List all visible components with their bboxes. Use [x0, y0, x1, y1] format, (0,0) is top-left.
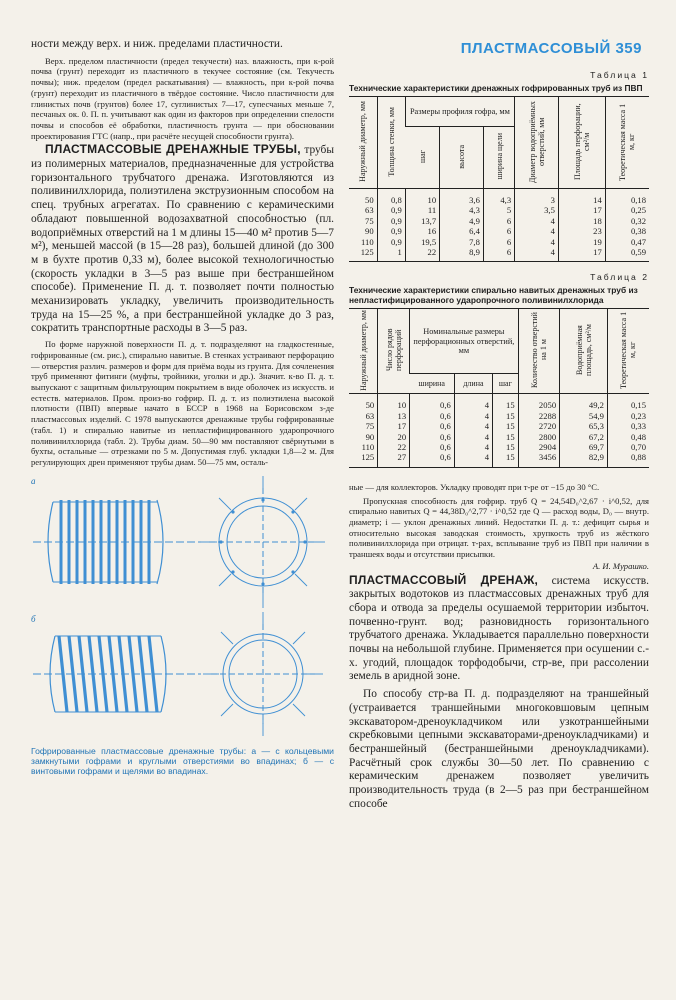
- table-cell: 11: [405, 205, 439, 215]
- table-cell: 0,88: [607, 452, 649, 467]
- table-cell: 0,6: [410, 394, 455, 411]
- article-heading-drainage-pipes: ПЛАСТМАССОВЫЕ ДРЕНАЖНЫЕ ТРУБЫ,: [45, 142, 301, 157]
- table-cell: 6: [483, 216, 514, 226]
- table2-title: Технические характеристики спирально навитых дренажных труб из непластифицированного ударопрочного поливинилхлорида: [349, 285, 638, 306]
- table-cell: 0,9: [377, 226, 405, 236]
- table-cell: 2050: [518, 394, 559, 411]
- table-cell: 14: [558, 189, 605, 206]
- table-cell: 15: [493, 442, 519, 452]
- table-cell: 13: [378, 411, 410, 421]
- table-cell: 90: [365, 431, 375, 442]
- table2-caption: Таблица 2: [590, 272, 649, 283]
- t2-header-width: ширина: [410, 374, 455, 394]
- table-cell: 16: [405, 226, 439, 236]
- table-cell: 0,32: [605, 216, 649, 226]
- table-row: [349, 247, 649, 262]
- table-cell: 0,59: [605, 247, 649, 262]
- t2-header-diam: Наружный диаметр, мм: [358, 310, 368, 391]
- table-cell: 0,6: [410, 411, 455, 421]
- table-cell: 3456: [518, 452, 559, 467]
- table-row: [349, 205, 649, 215]
- table-row: [349, 421, 649, 431]
- table-cell: 5: [483, 205, 514, 215]
- figure-caption: Гофрированные пластмассовые дренажные трубы: а — с кольцевыми замкнутыми гофрами и круглыми отверстиями во впадинах; б — с винтовыми гофрами и щелями во впадинах.: [31, 745, 334, 777]
- left-paragraph-2: Верх. пределом пластичности (предел текучести) наз. влажность, при к-рой почва (грунт) переходит из пластичного в текучее состояние (см. Текучесть почвы); ниж. пределом (предел раскатывания) — влажность, при к-рой почва (грунт) переходит из пластичного в твёрдое состояние. Число пластичности для глинистых почв (грунтов) более 17, суглинистых 7—17, супесчаных меньше 7, песчаных ок. 0. П. п. учитывают как один из факторов при определении спелости почвы и способов её обработки, пластичность грунта — при обосновании проектирования ГТС (напр., при расчёте несущей способности грунта).: [31, 55, 334, 141]
- t2-header-area: Водоприёмная площадь, см²/м: [574, 324, 593, 377]
- table-cell: 4,9: [440, 216, 484, 226]
- right-column: [349, 70, 649, 811]
- table-cell: 0,47: [605, 237, 649, 247]
- table-cell: 4: [454, 442, 492, 452]
- table-cell: 2288: [518, 411, 559, 421]
- table-cell: 0,8: [377, 189, 405, 206]
- table-cell: 4: [515, 237, 559, 247]
- t1-header-height: высота: [457, 144, 466, 169]
- table-cell: 4: [454, 421, 492, 431]
- table-cell: 1: [377, 247, 405, 262]
- table-row: [349, 394, 649, 411]
- t1-header-group: Размеры профиля гофра, мм: [405, 97, 514, 127]
- table-cell: 17: [558, 205, 605, 215]
- right-paragraph-3: система искусств. закрытых водотоков из пластмассовых дренажных труб для сбора и отвода за пределы осушаемой территории избыточ. почвенно-грунт. вод; разновидность горизонтального трубчатого дренажа. Укладывается параллельно поверхности почвы на небольшой глубине. Применяется при осушении с.-х. угодий, площадок торфодобычи, стр-ве, при рассолении земель в аридной зоне.: [349, 574, 650, 683]
- table-row: [349, 189, 649, 206]
- table-cell: 82,9: [560, 452, 608, 467]
- table-cell: 6,4: [440, 226, 484, 236]
- left-paragraph-3: трубы из полимерных материалов, предназначенные для устройства горизонтального трубчатого дренажа. Изготовляются из поливинилхлорида, полиэтилена экструзионным способом на спец. трубных агрегатах. По сравнению с керамическими обладают повышенной водозахватной способностью (пл. водоприёмных отверстий на 1 м длины 15—40 м² против 5—7 м²), меньшей массой (в 15—28 раз), большей длиной (до 300 м в бухте против 0,33 м), более высокой технологичностью (скорость укладки в 3—5 раз выше при бестраншейном способе). Применение П. д. т. позволяет почти полностью механизировать укладку, увеличить производительность труда на 15—25 %, а при бестраншейной укладке до 3 раз, сократить транспортные расходы в 3—5 раз.: [31, 144, 334, 335]
- t2-header-step: шаг: [493, 374, 519, 394]
- table-cell: 4: [515, 216, 559, 226]
- author-signature: А. И. Мурашко.: [592, 560, 649, 571]
- table-cell: 50: [365, 400, 375, 411]
- table1-caption: Таблица 1: [590, 70, 649, 80]
- table-cell: 65,3: [560, 421, 608, 431]
- t1-header-step: шаг: [417, 150, 427, 163]
- table-cell: 6: [483, 237, 514, 247]
- table-cell: 125: [360, 247, 374, 258]
- table-cell: 4: [515, 226, 559, 236]
- t1-header-hole: Диаметр водоприёмных отверстий, мм: [527, 100, 546, 183]
- table-cell: 13,7: [405, 216, 439, 226]
- t2-header-length: длина: [454, 374, 492, 394]
- right-paragraph-4: По способу стр-ва П. д. подразделяют на траншейный (устраивается траншейными многоковшовым цепным экскаватором-дреноукладчиком или узкотраншейными скребковыми цепными экскаваторами-дреноукладчиками) и бестраншейный (бестраншейными дреноукладчиками). Расчётный срок службы 30—50 лет. По сравнению с керамическим дренажем позволяет увеличить производительность труда (в 2—5 раз при бестраншейном способе: [349, 688, 649, 810]
- left-column: [31, 38, 334, 776]
- right-paragraph-2: Пропускная способность для гофрир. труб Q = 24,54D₀^2,67 · i^0,52, для спирально навитых Q = 44,38D₀^2,77 · i^0,52 где Q — расход воды, D₀ — внутр. диаметр; i — уклон дренажных линий. Недостатки П. д. т.: дефицит сырья и относительно высокая заводская стоимость, хрупкость труб из жёсткого поливинилхлорида при отрицат. т-рах, всплывание труб из ПВП при наличии в траншеях воды и отсутствии присыпки.: [349, 495, 649, 560]
- pipe-illustration: [31, 474, 334, 744]
- t2-header-holes: Количество отверстий на 1 м: [529, 312, 548, 389]
- table-cell: 0,15: [607, 394, 649, 411]
- table-row: [349, 237, 649, 247]
- table-cell: 90: [365, 226, 374, 237]
- pipe-figure: [31, 474, 334, 744]
- table-row: [349, 216, 649, 226]
- table-cell: 2720: [518, 421, 559, 431]
- left-paragraph-4: По форме наружной поверхности П. д. т. подразделяют на гладкостенные, гофрированные (см. рис.), спирально навитые. В стенках устраивают перфорацию — отверстия различ. размеров и форм для приёма воды из грунта. Для сочленения труб применяют фитинги (муфты, тройники, уголки и др.). Значит. к-во П. д. т. выпускают с защитным фильтрующим покрытием в виде оболочек из искусств. и естеств. материалов. Пром. произ-во гофрир. П. д. т. из полиэтилена высокой плотности (ПВП) впервые начато в БССР в 1968 на Борисовском з-де пластмассовых изделий. С 1978 выпускаются дренажные трубы гофрированные (табл. 1) и спирально навитые из непластифицированного ударопрочного поливинилхлорида (табл. 2). Трубы диам. 50—90 мм поставляют свёрнутыми в бухты, остальные — отрезками по 5 м. Допустимая глуб. укладки 1,8—2 м. Для регулирующих дрен применяют трубы диам. 50—75 мм, осталь-: [31, 339, 334, 467]
- table-cell: 69,7: [560, 442, 608, 452]
- t2-header-group: Номинальные размеры перфорационных отверстий, мм: [410, 309, 519, 374]
- page-header: ПЛАСТМАССОВЫЙ 359: [460, 40, 642, 57]
- table-cell: 110: [361, 236, 374, 247]
- right-paragraph-1: ные — для коллекторов. Укладку проводят при т-ре от −15 до 30 °С.: [349, 481, 600, 492]
- table-cell: 0,6: [410, 432, 455, 442]
- table-row: [349, 442, 649, 452]
- table-cell: 18: [558, 216, 605, 226]
- table-cell: 75: [365, 421, 375, 432]
- article-heading-drainage: ПЛАСТМАССОВЫЙ ДРЕНАЖ,: [349, 572, 539, 587]
- table-cell: 3,6: [440, 189, 484, 206]
- table-cell: 2904: [518, 442, 559, 452]
- table-cell: 4: [454, 432, 492, 442]
- table-cell: 4: [515, 247, 559, 262]
- table-cell: 15: [493, 432, 519, 442]
- t1-header-diam: Наружный диаметр, мм: [358, 101, 368, 182]
- table2: [349, 308, 649, 467]
- table-cell: 0,23: [607, 411, 649, 421]
- table-cell: 63: [365, 410, 375, 421]
- table1: [349, 96, 649, 262]
- table-cell: 15: [493, 394, 519, 411]
- table-cell: 0,9: [377, 216, 405, 226]
- table-cell: 0,70: [607, 442, 649, 452]
- t2-header-mass: Теоретическая масса 1 м, кг: [619, 311, 638, 389]
- table-row: [349, 226, 649, 236]
- table-cell: 15: [493, 421, 519, 431]
- table-row: [349, 411, 649, 421]
- t1-header-slot: ширина щели: [494, 133, 504, 180]
- table-cell: 0,6: [410, 452, 455, 467]
- table-cell: 4,3: [440, 205, 484, 215]
- figure-label-b: б: [31, 613, 36, 624]
- table-cell: 4: [454, 394, 492, 411]
- t1-header-area: Площадь перфорации, см²/м: [572, 103, 591, 180]
- table1-title: Технические характеристики дренажных гофрированных труб из ПВП: [349, 83, 643, 93]
- left-paragraph-1: ности между верх. и ниж. пределами пластичности.: [31, 38, 283, 50]
- table-cell: 0,38: [605, 226, 649, 236]
- table-cell: 4,3: [483, 189, 514, 206]
- t1-header-mass: Теоретическая масса 1 м, кг: [618, 102, 637, 181]
- table-cell: 0,6: [410, 442, 455, 452]
- table-cell: 27: [378, 452, 410, 467]
- table-cell: 0,48: [607, 432, 649, 442]
- table-cell: 23: [558, 226, 605, 236]
- table-cell: 6: [483, 247, 514, 262]
- table-cell: 54,9: [560, 411, 608, 421]
- table-cell: 19: [558, 237, 605, 247]
- table-cell: 6: [483, 226, 514, 236]
- t1-header-wall: Толщина стенки, мм: [386, 106, 396, 177]
- table-cell: 15: [493, 452, 519, 467]
- t2-header-rows: Число рядов перфораций: [384, 329, 403, 372]
- table-cell: 63: [365, 205, 374, 216]
- table-cell: 0,18: [605, 189, 649, 206]
- table-cell: 4: [454, 411, 492, 421]
- table-row: [349, 452, 649, 467]
- table-cell: 0,6: [410, 421, 455, 431]
- table-cell: 20: [378, 432, 410, 442]
- table-cell: 75: [365, 215, 374, 226]
- table-cell: 3: [515, 189, 559, 206]
- table-cell: 0,9: [377, 237, 405, 247]
- table-cell: 22: [405, 247, 439, 262]
- table-cell: 17: [378, 421, 410, 431]
- table-cell: 2800: [518, 432, 559, 442]
- table-row: [349, 432, 649, 442]
- table1-body: [349, 189, 649, 262]
- table-cell: 17: [558, 247, 605, 262]
- table-cell: 7,8: [440, 237, 484, 247]
- table-cell: 110: [361, 442, 375, 453]
- table-cell: 125: [361, 452, 375, 463]
- table-cell: 0,9: [377, 205, 405, 215]
- table-cell: 19,5: [405, 237, 439, 247]
- figure-label-a: а: [31, 475, 36, 486]
- table-cell: 50: [365, 195, 374, 205]
- table-cell: 0,25: [605, 205, 649, 215]
- table-cell: 10: [405, 189, 439, 206]
- table-cell: 10: [378, 394, 410, 411]
- table-cell: 4: [454, 452, 492, 467]
- table-cell: 3,5: [515, 205, 559, 215]
- table-cell: 49,2: [560, 394, 608, 411]
- table-cell: 22: [378, 442, 410, 452]
- table-cell: 67,2: [560, 432, 608, 442]
- table-cell: 15: [493, 411, 519, 421]
- table-cell: 0,33: [607, 421, 649, 431]
- table-cell: 8,9: [440, 247, 484, 262]
- table2-body: [349, 394, 649, 467]
